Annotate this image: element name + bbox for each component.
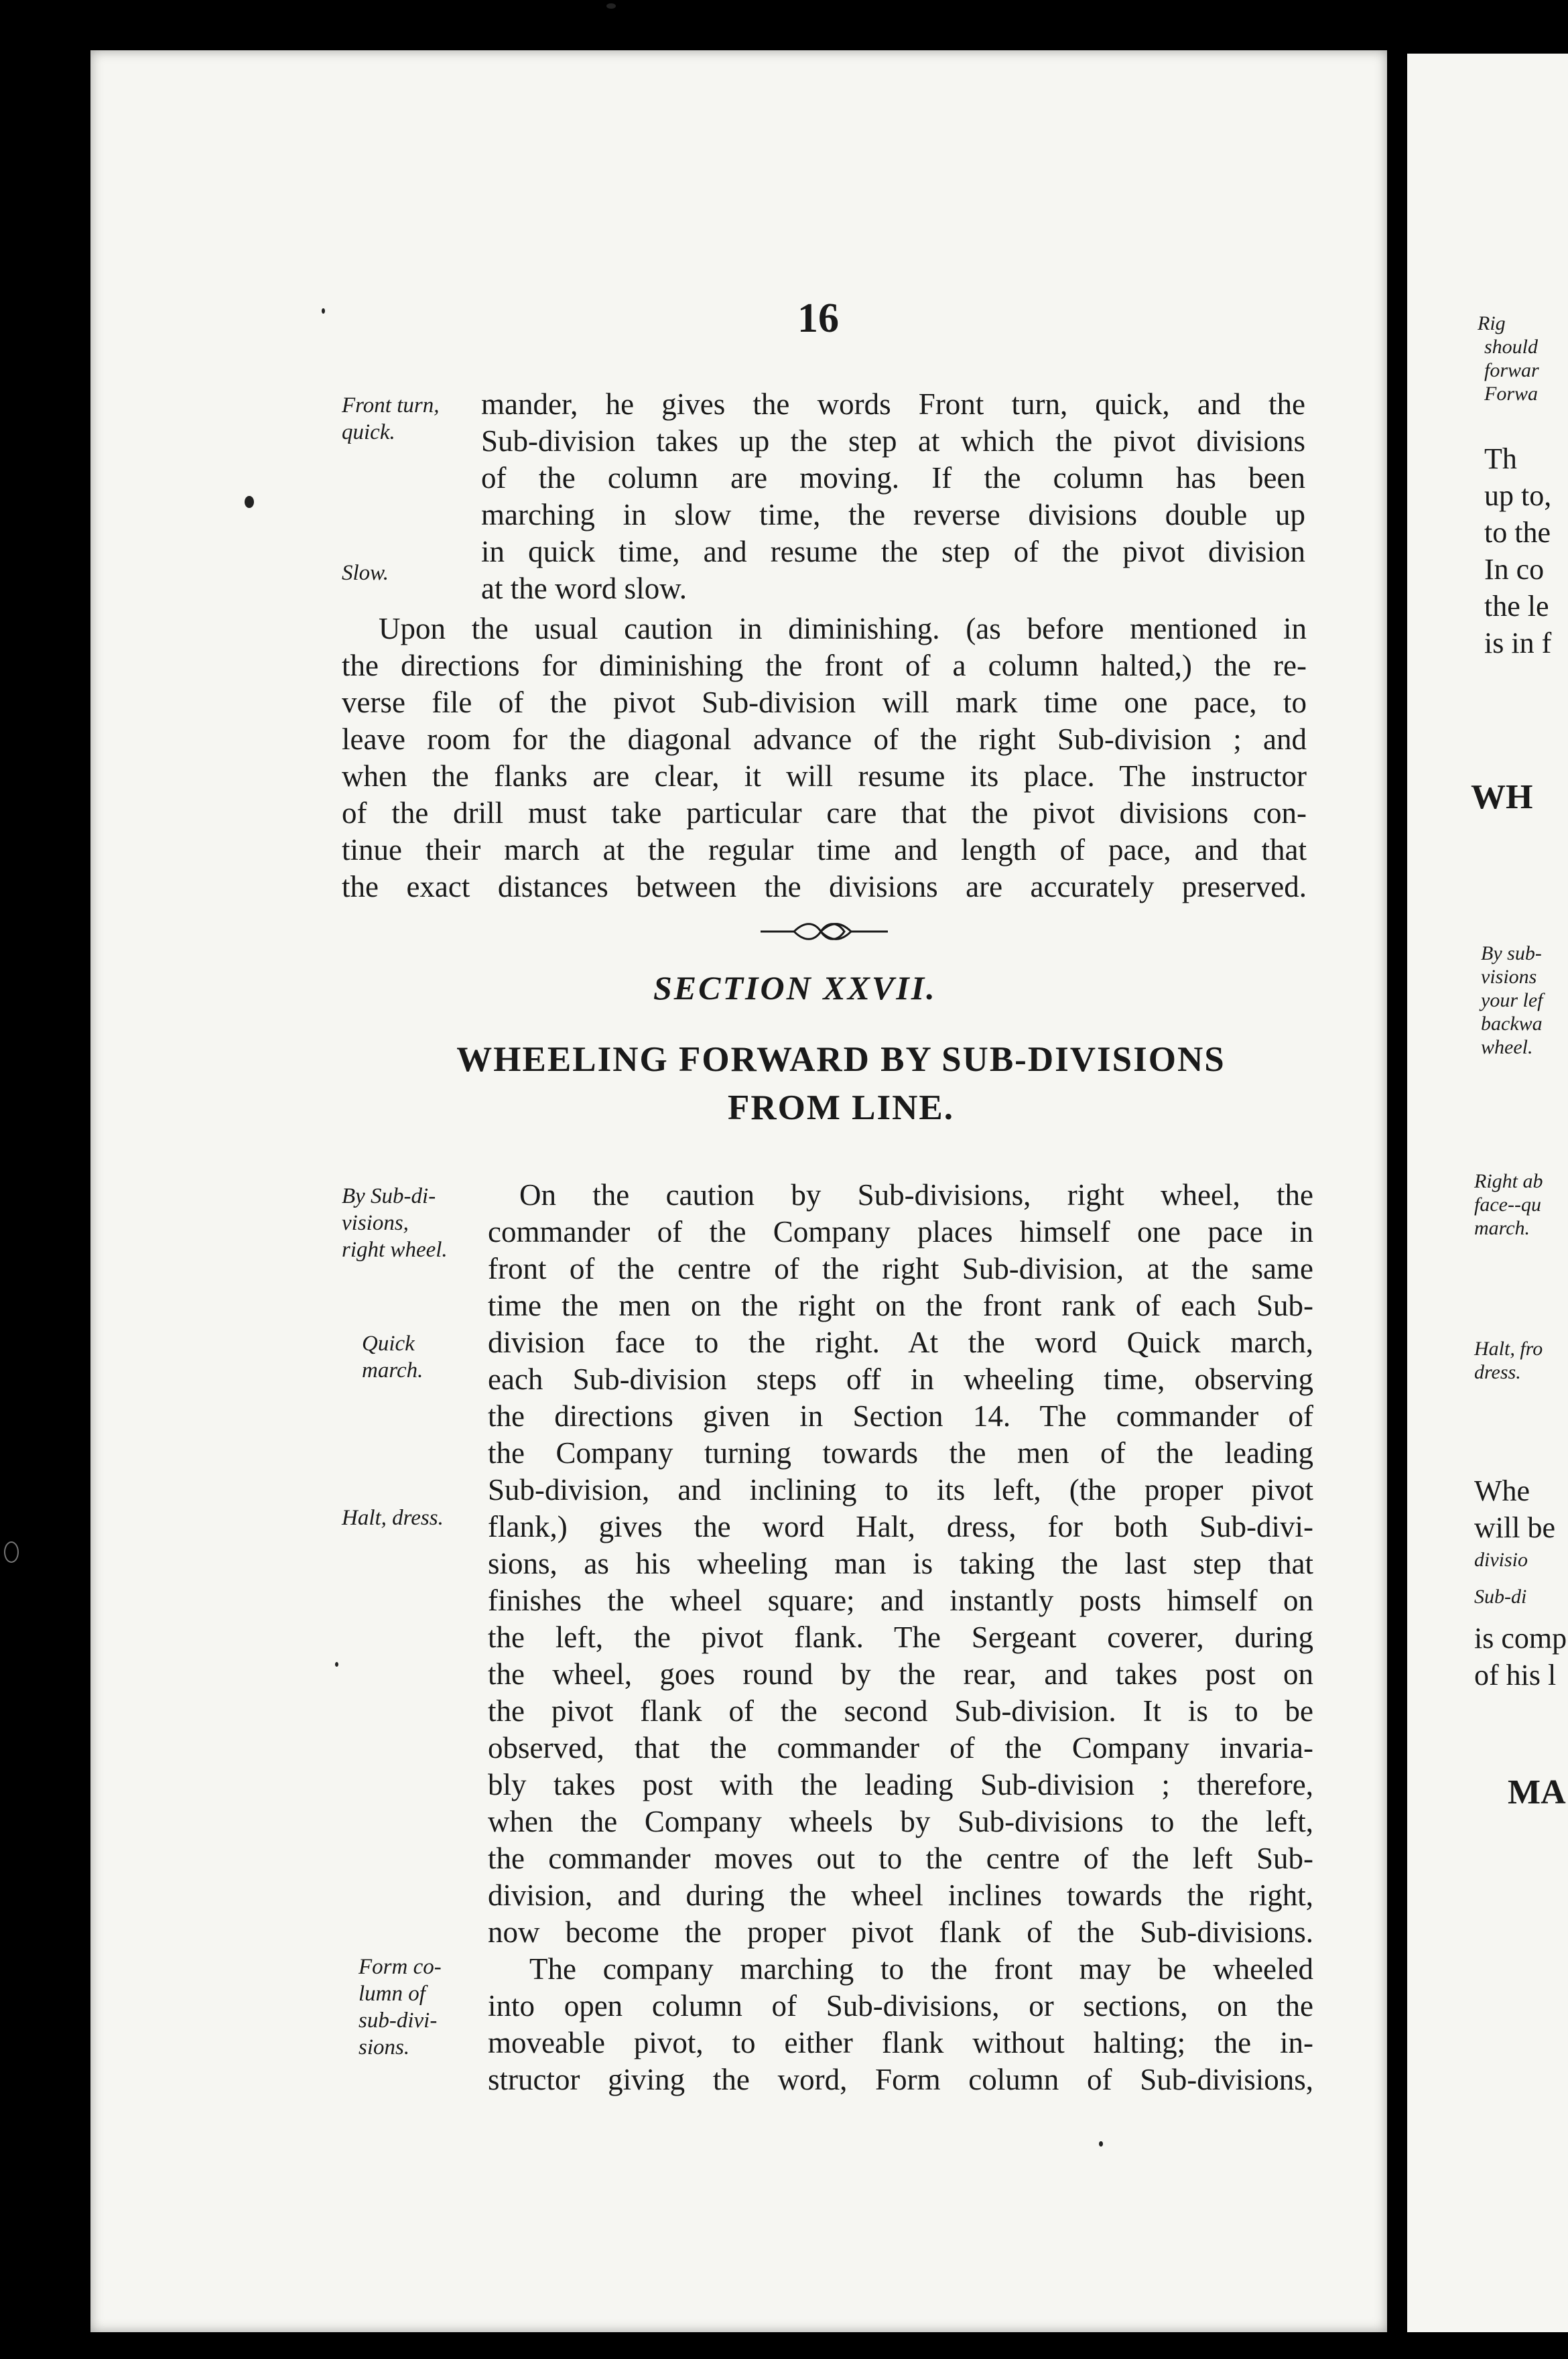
ornament-divider xyxy=(757,918,891,945)
body-line: tinue their march at the regular time and length of pace, and that xyxy=(342,833,1307,867)
ink-speck xyxy=(1099,2141,1103,2147)
margin-note-line: quick. xyxy=(342,420,395,444)
heading-line: FROM LINE. xyxy=(728,1088,954,1127)
margin-note-line: Form co- xyxy=(358,1955,442,1979)
body-line: sions, as his wheeling man is taking the last step that xyxy=(488,1547,1313,1580)
margin-note-line: sub-divi- xyxy=(358,2009,438,2033)
body-line: finishes the wheel square; and instantly posts himself on xyxy=(488,1584,1313,1617)
facing-page-text: is comp xyxy=(1474,1622,1567,1655)
facing-page-text: forwar xyxy=(1484,359,1539,381)
facing-page-text: Th xyxy=(1484,442,1517,475)
body-line: in quick time, and resume the step of the pivot division xyxy=(481,535,1305,568)
body-line: mander, he gives the words Front turn, quick, and the xyxy=(481,387,1305,421)
facing-page-text: up to, xyxy=(1484,479,1552,512)
body-line: observed, that the commander of the Company invaria- xyxy=(488,1731,1313,1765)
facing-page-text: should xyxy=(1484,336,1539,358)
margin-note-line: Slow. xyxy=(342,561,389,585)
facing-page-text: wheel. xyxy=(1481,1036,1533,1058)
ink-speck xyxy=(245,496,254,508)
body-line: of the drill must take particular care that the pivot divisions con- xyxy=(342,796,1307,830)
margin-note-line: By Sub-di- xyxy=(342,1184,436,1208)
body-line: flank,) gives the word Halt, dress, for both Sub-divi- xyxy=(488,1510,1313,1543)
body-line: into open column of Sub-divisions, or sections, on the xyxy=(488,1989,1313,2023)
ink-speck xyxy=(335,1662,338,1667)
body-line: each Sub-division steps off in wheeling time, observing xyxy=(488,1362,1313,1396)
facing-page-fragment xyxy=(1407,54,1568,2332)
body-line: bly takes post with the leading Sub-division ; therefore, xyxy=(488,1768,1313,1801)
margin-note-line: right wheel. xyxy=(342,1238,448,1262)
facing-page-text: the le xyxy=(1484,590,1549,623)
facing-page-text: Sub-di xyxy=(1474,1586,1527,1608)
section-title: SECTION XXVII. xyxy=(653,969,937,1007)
margin-note xyxy=(342,560,389,586)
margin-note xyxy=(342,1505,444,1531)
facing-page-text: Rig xyxy=(1478,312,1506,334)
ink-speck xyxy=(606,3,616,9)
body-line: front of the centre of the right Sub-division, at the same xyxy=(488,1252,1313,1285)
facing-page-text: dress. xyxy=(1474,1361,1521,1383)
facing-page-text: WH xyxy=(1471,778,1533,816)
facing-page-text: Whe xyxy=(1474,1474,1530,1507)
body-line: moveable pivot, to either flank without halting; the in- xyxy=(488,2026,1313,2059)
margin-note-line: Quick xyxy=(362,1332,415,1356)
body-line: the exact distances between the divisions are accurately preserved. xyxy=(342,870,1307,903)
heading-line: WHEELING FORWARD BY SUB-DIVISIONS xyxy=(456,1040,1226,1079)
ink-speck xyxy=(322,308,325,314)
facing-page-text: Right ab xyxy=(1474,1170,1543,1192)
body-line: the wheel, goes round by the rear, and takes post on xyxy=(488,1657,1313,1691)
body-line: now become the proper pivot flank of the Sub-divisions. xyxy=(488,1915,1313,1949)
margin-note xyxy=(358,1954,442,2061)
facing-page-text: march. xyxy=(1474,1217,1530,1239)
margin-note xyxy=(342,392,439,446)
facing-page-text: By sub- xyxy=(1481,942,1542,964)
body-line: the commander moves out to the centre of the left Sub- xyxy=(488,1842,1313,1875)
body-line: the Company turning towards the men of the leading xyxy=(488,1436,1313,1470)
margin-note-line: Halt, dress. xyxy=(342,1506,444,1530)
body-line: time the men on the right on the front rank of each Sub- xyxy=(488,1289,1313,1322)
body-line: of the column are moving. If the column has been xyxy=(481,461,1305,495)
margin-note xyxy=(342,1183,448,1263)
facing-page-text: face--qu xyxy=(1474,1194,1541,1216)
margin-note-line: sions. xyxy=(358,2035,410,2059)
facing-page-text: is in f xyxy=(1484,627,1552,659)
body-line: marching in slow time, the reverse divisions double up xyxy=(481,498,1305,531)
margin-note-line: lumn of xyxy=(358,1982,426,2006)
margin-note xyxy=(362,1330,423,1384)
body-line: Sub-division takes up the step at which the pivot divisions xyxy=(481,424,1305,458)
body-line: at the word slow. xyxy=(481,572,688,605)
scan-artifact xyxy=(4,1541,19,1563)
body-line: structor giving the word, Form column of Sub-divisions, xyxy=(488,2063,1313,2096)
section-heading xyxy=(389,1035,1293,1132)
margin-note-line: march. xyxy=(362,1358,423,1383)
body-line: the left, the pivot flank. The Sergeant coverer, during xyxy=(488,1620,1313,1654)
facing-page-text: will be xyxy=(1474,1511,1555,1544)
body-line: the pivot flank of the second Sub-division. It is to be xyxy=(488,1694,1313,1728)
facing-page-text: your lef xyxy=(1481,989,1543,1011)
body-line: when the flanks are clear, it will resume its place. The instructor xyxy=(342,759,1307,793)
body-line: Sub-division, and inclining to its left, (the proper pivot xyxy=(488,1473,1313,1507)
body-line: The company marching to the front may be wheeled xyxy=(529,1952,1313,1986)
body-line: division face to the right. At the word Quick march, xyxy=(488,1326,1313,1359)
body-line: On the caution by Sub-divisions, right wheel, the xyxy=(519,1178,1313,1212)
facing-page-text: backwa xyxy=(1481,1013,1543,1035)
body-line: the directions given in Section 14. The commander of xyxy=(488,1399,1313,1433)
body-line: commander of the Company places himself one pace in xyxy=(488,1215,1313,1249)
body-line: leave room for the diagonal advance of the right Sub-division ; and xyxy=(342,722,1307,756)
facing-page-text: visions xyxy=(1481,966,1537,988)
body-line: when the Company wheels by Sub-divisions to the left, xyxy=(488,1805,1313,1838)
body-line: division, and during the wheel inclines towards the right, xyxy=(488,1878,1313,1912)
facing-page-text: MA xyxy=(1508,1773,1566,1811)
facing-page-text: of his l xyxy=(1474,1659,1557,1692)
facing-page-text: divisio xyxy=(1474,1549,1528,1571)
facing-page-text: In co xyxy=(1484,553,1545,586)
body-line: the directions for diminishing the front of a column halted,) the re- xyxy=(342,649,1307,682)
page-number: 16 xyxy=(797,296,839,341)
margin-note-line: Front turn, xyxy=(342,393,440,418)
body-line: Upon the usual caution in diminishing. (as before mentioned in xyxy=(379,612,1307,645)
body-line: verse file of the pivot Sub-division will mark time one pace, to xyxy=(342,686,1307,719)
facing-page-text: Halt, fro xyxy=(1474,1338,1543,1360)
facing-page-text: to the xyxy=(1484,516,1551,549)
margin-note-line: visions, xyxy=(342,1211,409,1235)
facing-page-text: Forwa xyxy=(1484,383,1539,405)
